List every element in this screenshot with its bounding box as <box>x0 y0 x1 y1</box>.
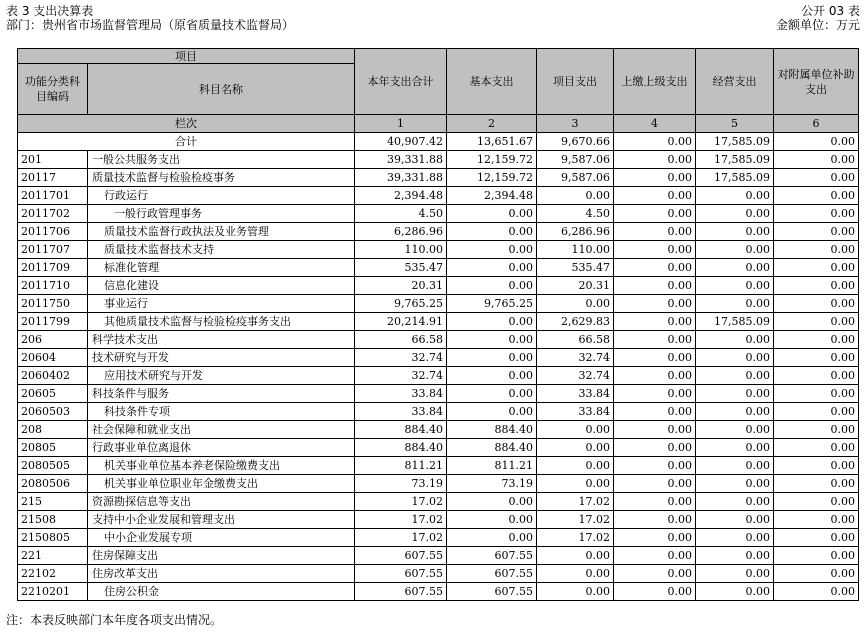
row-value: 0.00 <box>537 421 614 439</box>
table-code: 公开 03 表 <box>801 4 860 18</box>
row-value: 811.21 <box>355 457 447 475</box>
col-header-subsidy: 对附属单位补助支出 <box>774 49 859 115</box>
row-value: 0.00 <box>614 313 696 331</box>
row-value: 33.84 <box>537 403 614 421</box>
row-name: 科学技术支出 <box>88 331 355 349</box>
row-value: 33.84 <box>537 385 614 403</box>
row-code: 2011750 <box>18 295 88 313</box>
row-value: 884.40 <box>355 439 447 457</box>
table-row <box>18 529 859 547</box>
row-value: 0.00 <box>614 169 696 187</box>
row-value: 811.21 <box>447 457 537 475</box>
row-value: 535.47 <box>355 259 447 277</box>
total-label: 合计 <box>18 133 355 151</box>
row-value: 0.00 <box>447 529 537 547</box>
row-name: 科技条件专项 <box>88 403 355 421</box>
row-value: 0.00 <box>774 169 859 187</box>
total-value: 17,585.09 <box>696 133 774 151</box>
row-code: 206 <box>18 331 88 349</box>
table-row <box>18 367 859 385</box>
row-value: 0.00 <box>774 439 859 457</box>
row-value: 0.00 <box>614 331 696 349</box>
row-value: 0.00 <box>774 493 859 511</box>
col-index: 5 <box>696 115 774 133</box>
row-value: 32.74 <box>355 349 447 367</box>
row-value: 0.00 <box>614 385 696 403</box>
row-value: 0.00 <box>614 583 696 601</box>
table-row <box>18 385 859 403</box>
table-row <box>18 241 859 259</box>
row-code: 2080506 <box>18 475 88 493</box>
row-code: 2060503 <box>18 403 88 421</box>
row-name: 住房保障支出 <box>88 547 355 565</box>
row-value: 32.74 <box>537 367 614 385</box>
row-name: 信息化建设 <box>88 277 355 295</box>
row-name: 其他质量技术监督与检验检疫事务支出 <box>88 313 355 331</box>
row-value: 17.02 <box>355 493 447 511</box>
row-value: 9,765.25 <box>355 295 447 313</box>
row-value: 2,629.83 <box>537 313 614 331</box>
row-value: 0.00 <box>774 151 859 169</box>
row-value: 0.00 <box>537 295 614 313</box>
table-row <box>18 475 859 493</box>
row-value: 32.74 <box>355 367 447 385</box>
row-value: 0.00 <box>614 439 696 457</box>
row-name: 支持中小企业发展和管理支出 <box>88 511 355 529</box>
row-value: 535.47 <box>537 259 614 277</box>
row-name: 资源勘探信息等支出 <box>88 493 355 511</box>
row-value: 0.00 <box>696 277 774 295</box>
row-code: 215 <box>18 493 88 511</box>
row-value: 0.00 <box>774 187 859 205</box>
row-value: 0.00 <box>614 403 696 421</box>
table-row <box>18 205 859 223</box>
row-value: 17.02 <box>355 511 447 529</box>
row-name: 一般行政管理事务 <box>88 205 355 223</box>
row-code: 20605 <box>18 385 88 403</box>
row-value: 6,286.96 <box>355 223 447 241</box>
row-value: 0.00 <box>447 385 537 403</box>
row-value: 0.00 <box>447 313 537 331</box>
row-value: 0.00 <box>696 565 774 583</box>
row-value: 0.00 <box>696 403 774 421</box>
row-code: 208 <box>18 421 88 439</box>
row-value: 73.19 <box>447 475 537 493</box>
row-value: 0.00 <box>774 475 859 493</box>
row-code: 2210201 <box>18 583 88 601</box>
row-value: 0.00 <box>537 583 614 601</box>
row-value: 0.00 <box>614 493 696 511</box>
row-value: 0.00 <box>614 565 696 583</box>
amount-unit: 金额单位：万元 <box>775 18 860 32</box>
row-code: 2080505 <box>18 457 88 475</box>
row-value: 0.00 <box>614 367 696 385</box>
table-row <box>18 439 859 457</box>
table-row <box>18 295 859 313</box>
group-header-project: 项目 <box>18 49 355 64</box>
col-header-name: 科目名称 <box>88 64 355 115</box>
row-value: 0.00 <box>614 529 696 547</box>
row-value: 884.40 <box>355 421 447 439</box>
row-code: 2011709 <box>18 259 88 277</box>
row-value: 0.00 <box>614 457 696 475</box>
row-value: 0.00 <box>696 331 774 349</box>
row-value: 0.00 <box>447 223 537 241</box>
row-name: 行政运行 <box>88 187 355 205</box>
row-value: 0.00 <box>447 403 537 421</box>
row-value: 20.31 <box>537 277 614 295</box>
row-value: 66.58 <box>355 331 447 349</box>
row-value: 607.55 <box>447 547 537 565</box>
row-value: 110.00 <box>355 241 447 259</box>
row-value: 4.50 <box>355 205 447 223</box>
table-row <box>18 349 859 367</box>
row-value: 0.00 <box>774 583 859 601</box>
row-name: 机关事业单位基本养老保险缴费支出 <box>88 457 355 475</box>
row-name: 质量技术监督行政执法及业务管理 <box>88 223 355 241</box>
row-value: 6,286.96 <box>537 223 614 241</box>
row-value: 0.00 <box>696 475 774 493</box>
row-value: 17,585.09 <box>696 151 774 169</box>
row-value: 0.00 <box>774 205 859 223</box>
row-value: 17.02 <box>537 493 614 511</box>
table-row <box>18 223 859 241</box>
row-name: 应用技术研究与开发 <box>88 367 355 385</box>
col-index: 6 <box>774 115 859 133</box>
row-code: 20117 <box>18 169 88 187</box>
row-name: 一般公共服务支出 <box>88 151 355 169</box>
row-value: 0.00 <box>774 277 859 295</box>
table-title: 表 3 支出决算表 <box>6 4 94 18</box>
row-value: 0.00 <box>614 421 696 439</box>
row-code: 20805 <box>18 439 88 457</box>
row-code: 20604 <box>18 349 88 367</box>
row-value: 2,394.48 <box>447 187 537 205</box>
col-header-total: 本年支出合计 <box>355 49 447 115</box>
row-value: 607.55 <box>447 565 537 583</box>
row-value: 33.84 <box>355 385 447 403</box>
row-name: 科技条件与服务 <box>88 385 355 403</box>
row-value: 0.00 <box>614 241 696 259</box>
table-row <box>18 421 859 439</box>
row-value: 0.00 <box>696 223 774 241</box>
row-value: 0.00 <box>614 205 696 223</box>
row-value: 0.00 <box>774 547 859 565</box>
total-value: 0.00 <box>774 133 859 151</box>
row-value: 0.00 <box>774 511 859 529</box>
table-row <box>18 259 859 277</box>
row-name: 机关事业单位职业年金缴费支出 <box>88 475 355 493</box>
row-value: 66.58 <box>537 331 614 349</box>
row-value: 0.00 <box>774 457 859 475</box>
total-value: 13,651.67 <box>447 133 537 151</box>
row-value: 0.00 <box>614 475 696 493</box>
row-code: 21508 <box>18 511 88 529</box>
row-value: 607.55 <box>355 583 447 601</box>
table-row <box>18 187 859 205</box>
row-value: 33.84 <box>355 403 447 421</box>
row-code: 2150805 <box>18 529 88 547</box>
row-name: 中小企业发展专项 <box>88 529 355 547</box>
row-value: 0.00 <box>696 205 774 223</box>
total-value: 9,670.66 <box>537 133 614 151</box>
row-value: 0.00 <box>614 511 696 529</box>
row-value: 0.00 <box>696 493 774 511</box>
row-code: 2060402 <box>18 367 88 385</box>
row-value: 17.02 <box>537 529 614 547</box>
table-row <box>18 547 859 565</box>
row-value: 9,587.06 <box>537 151 614 169</box>
total-row <box>18 133 859 151</box>
col-header-project: 项目支出 <box>537 49 614 115</box>
table-row <box>18 331 859 349</box>
row-value: 0.00 <box>774 565 859 583</box>
row-name: 事业运行 <box>88 295 355 313</box>
row-value: 110.00 <box>537 241 614 259</box>
row-code: 2011701 <box>18 187 88 205</box>
row-value: 0.00 <box>696 457 774 475</box>
row-value: 73.19 <box>355 475 447 493</box>
row-value: 0.00 <box>696 349 774 367</box>
row-value: 0.00 <box>774 349 859 367</box>
row-code: 2011702 <box>18 205 88 223</box>
row-value: 12,159.72 <box>447 169 537 187</box>
row-name: 住房改革支出 <box>88 565 355 583</box>
row-value: 0.00 <box>774 331 859 349</box>
row-value: 0.00 <box>696 511 774 529</box>
row-value: 0.00 <box>774 241 859 259</box>
row-code: 201 <box>18 151 88 169</box>
table-row <box>18 169 859 187</box>
index-label: 栏次 <box>18 115 355 133</box>
table-row <box>18 151 859 169</box>
table-row <box>18 313 859 331</box>
table-row <box>18 493 859 511</box>
row-value: 0.00 <box>696 385 774 403</box>
total-value: 40,907.42 <box>355 133 447 151</box>
row-value: 884.40 <box>447 421 537 439</box>
row-value: 0.00 <box>537 475 614 493</box>
row-value: 607.55 <box>355 565 447 583</box>
row-value: 0.00 <box>447 511 537 529</box>
row-value: 0.00 <box>774 367 859 385</box>
expenditure-table <box>17 48 859 601</box>
row-value: 9,765.25 <box>447 295 537 313</box>
row-value: 12,159.72 <box>447 151 537 169</box>
row-code: 2011706 <box>18 223 88 241</box>
row-name: 住房公积金 <box>88 583 355 601</box>
row-name: 技术研究与开发 <box>88 349 355 367</box>
row-value: 0.00 <box>447 493 537 511</box>
row-value: 0.00 <box>537 565 614 583</box>
row-value: 0.00 <box>774 403 859 421</box>
row-value: 0.00 <box>774 385 859 403</box>
row-code: 221 <box>18 547 88 565</box>
col-index: 3 <box>537 115 614 133</box>
row-code: 2011707 <box>18 241 88 259</box>
table-row <box>18 511 859 529</box>
row-value: 0.00 <box>447 241 537 259</box>
row-code: 2011710 <box>18 277 88 295</box>
row-value: 0.00 <box>537 187 614 205</box>
row-value: 0.00 <box>696 187 774 205</box>
row-value: 17.02 <box>355 529 447 547</box>
row-value: 0.00 <box>614 223 696 241</box>
row-code: 2011799 <box>18 313 88 331</box>
row-value: 0.00 <box>447 205 537 223</box>
row-value: 2,394.48 <box>355 187 447 205</box>
row-value: 9,587.06 <box>537 169 614 187</box>
row-value: 0.00 <box>696 241 774 259</box>
row-value: 0.00 <box>696 439 774 457</box>
row-name: 质量技术监督与检验检疫事务 <box>88 169 355 187</box>
row-value: 0.00 <box>614 349 696 367</box>
table-row <box>18 583 859 601</box>
row-value: 0.00 <box>537 547 614 565</box>
row-value: 0.00 <box>774 313 859 331</box>
row-value: 0.00 <box>614 259 696 277</box>
row-value: 17,585.09 <box>696 169 774 187</box>
row-value: 0.00 <box>614 277 696 295</box>
table-row <box>18 403 859 421</box>
row-value: 4.50 <box>537 205 614 223</box>
row-value: 0.00 <box>696 583 774 601</box>
row-value: 0.00 <box>696 367 774 385</box>
row-value: 17,585.09 <box>696 313 774 331</box>
row-value: 0.00 <box>774 421 859 439</box>
row-value: 20,214.91 <box>355 313 447 331</box>
row-value: 0.00 <box>447 277 537 295</box>
col-index: 4 <box>614 115 696 133</box>
row-value: 17.02 <box>537 511 614 529</box>
row-value: 0.00 <box>696 259 774 277</box>
row-value: 0.00 <box>696 529 774 547</box>
row-value: 884.40 <box>447 439 537 457</box>
row-name: 社会保障和就业支出 <box>88 421 355 439</box>
col-header-basic: 基本支出 <box>447 49 537 115</box>
table-row <box>18 457 859 475</box>
row-name: 行政事业单位离退休 <box>88 439 355 457</box>
row-value: 0.00 <box>447 331 537 349</box>
row-value: 0.00 <box>614 547 696 565</box>
row-value: 0.00 <box>774 259 859 277</box>
col-header-code: 功能分类科目编码 <box>18 64 88 115</box>
row-value: 0.00 <box>614 187 696 205</box>
col-index: 2 <box>447 115 537 133</box>
col-header-business: 经营支出 <box>696 49 774 115</box>
row-value: 0.00 <box>696 421 774 439</box>
row-value: 0.00 <box>774 223 859 241</box>
row-value: 39,331.88 <box>355 151 447 169</box>
row-value: 0.00 <box>774 529 859 547</box>
department-label: 部门：贵州省市场监督管理局（原省质量技术监督局） <box>6 18 295 32</box>
row-value: 0.00 <box>614 295 696 313</box>
col-header-upper: 上缴上级支出 <box>614 49 696 115</box>
row-value: 0.00 <box>774 295 859 313</box>
row-value: 607.55 <box>355 547 447 565</box>
row-value: 20.31 <box>355 277 447 295</box>
row-value: 0.00 <box>537 439 614 457</box>
row-value: 0.00 <box>447 367 537 385</box>
row-value: 32.74 <box>537 349 614 367</box>
total-value: 0.00 <box>614 133 696 151</box>
row-code: 22102 <box>18 565 88 583</box>
row-name: 标准化管理 <box>88 259 355 277</box>
row-value: 0.00 <box>537 457 614 475</box>
row-value: 0.00 <box>447 259 537 277</box>
table-row <box>18 277 859 295</box>
row-value: 0.00 <box>696 295 774 313</box>
table-note: 注：本表反映部门本年度各项支出情况。 <box>6 613 223 627</box>
col-index: 1 <box>355 115 447 133</box>
row-value: 39,331.88 <box>355 169 447 187</box>
row-name: 质量技术监督技术支持 <box>88 241 355 259</box>
row-value: 607.55 <box>447 583 537 601</box>
row-value: 0.00 <box>696 547 774 565</box>
table-row <box>18 565 859 583</box>
row-value: 0.00 <box>447 349 537 367</box>
row-value: 0.00 <box>614 151 696 169</box>
